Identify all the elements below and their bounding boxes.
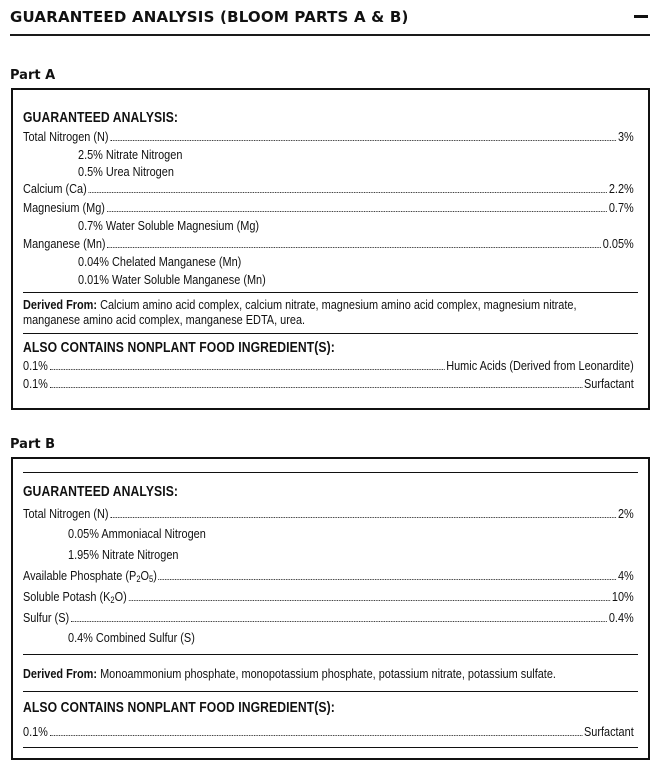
part-a-label-panel bbox=[11, 88, 650, 410]
part-b-bottom-rule bbox=[23, 747, 638, 748]
part-a-sub-urea: 0.5% Urea Nitrogen bbox=[78, 164, 174, 179]
part-b-label: Part B bbox=[10, 437, 56, 452]
part-a-sub-water-soluble-mg: 0.7% Water Soluble Magnesium (Mg) bbox=[78, 218, 260, 233]
part-a-row-calcium: Calcium (Ca) 2.2% bbox=[23, 181, 634, 196]
part-a-also-row-surfactant: 0.1% Surfactant bbox=[23, 376, 634, 391]
part-a-row-manganese: Manganese (Mn) 0.05% bbox=[23, 236, 634, 251]
accordion-header[interactable] bbox=[10, 0, 650, 36]
part-b-row-total-nitrogen: Total Nitrogen (N) 2% bbox=[23, 506, 634, 521]
part-b-row-potash: Soluble Potash $(K_2O)$ 10% bbox=[23, 589, 634, 605]
part-b-also-title: ALSO CONTAINS NONPLANT FOOD INGREDIENT(S): bbox=[23, 700, 335, 716]
part-b-row-phosphate: Available Phosphate $(P_2O_5)$ 4% bbox=[23, 568, 634, 584]
part-b-derived-from: Derived From: Monoammonium phosphate, monopotassium phosphate, potassium nitrate, potassium sulfate. bbox=[23, 666, 556, 681]
part-b-sub-combined-sulfur: 0.4% Combined Sulfur (S) bbox=[68, 630, 195, 645]
part-a-sub-nitrate: 2.5% Nitrate Nitrogen bbox=[78, 147, 183, 162]
part-a-derived-from: Derived From: Calcium amino acid complex, calcium nitrate, magnesium amino acid complex, magnesium nitrate, manganese amino acid complex, manganese EDTA, urea. bbox=[23, 297, 577, 327]
part-b-sub-ammoniacal: 0.05% Ammoniacal Nitrogen bbox=[68, 526, 206, 541]
minus-icon[interactable] bbox=[634, 14, 648, 20]
part-a-sub-water-soluble-mn: 0.01% Water Soluble Manganese (Mn) bbox=[78, 272, 266, 287]
part-a-also-title: ALSO CONTAINS NONPLANT FOOD INGREDIENT(S): bbox=[23, 340, 335, 356]
accordion-title: GUARANTEED ANALYSIS (BLOOM PARTS A & B) bbox=[10, 8, 409, 26]
part-b-divider bbox=[23, 654, 638, 655]
part-a-divider bbox=[23, 292, 638, 293]
part-b-row-sulfur: Sulfur (S) 0.4% bbox=[23, 610, 634, 625]
part-b-sub-nitrate: 1.95% Nitrate Nitrogen bbox=[68, 547, 179, 562]
part-a-also-row-humic: 0.1% Humic Acids (Derived from Leonardite) bbox=[23, 358, 634, 373]
part-b-ga-title: GUARANTEED ANALYSIS: bbox=[23, 484, 179, 500]
part-b-top-rule bbox=[23, 472, 638, 473]
part-b-label-panel bbox=[11, 457, 650, 760]
part-a-divider bbox=[23, 333, 638, 334]
part-a-row-magnesium: Magnesium (Mg) 0.7% bbox=[23, 200, 634, 215]
part-a-label: Part A bbox=[10, 68, 56, 83]
part-a-row-total-nitrogen: Total Nitrogen (N) 3% bbox=[23, 129, 634, 144]
part-b-also-row-surfactant: 0.1% Surfactant bbox=[23, 724, 634, 739]
part-a-sub-chelated-mn: 0.04% Chelated Manganese (Mn) bbox=[78, 254, 242, 269]
part-a-ga-title: GUARANTEED ANALYSIS: bbox=[23, 110, 179, 126]
part-b-divider bbox=[23, 691, 638, 692]
